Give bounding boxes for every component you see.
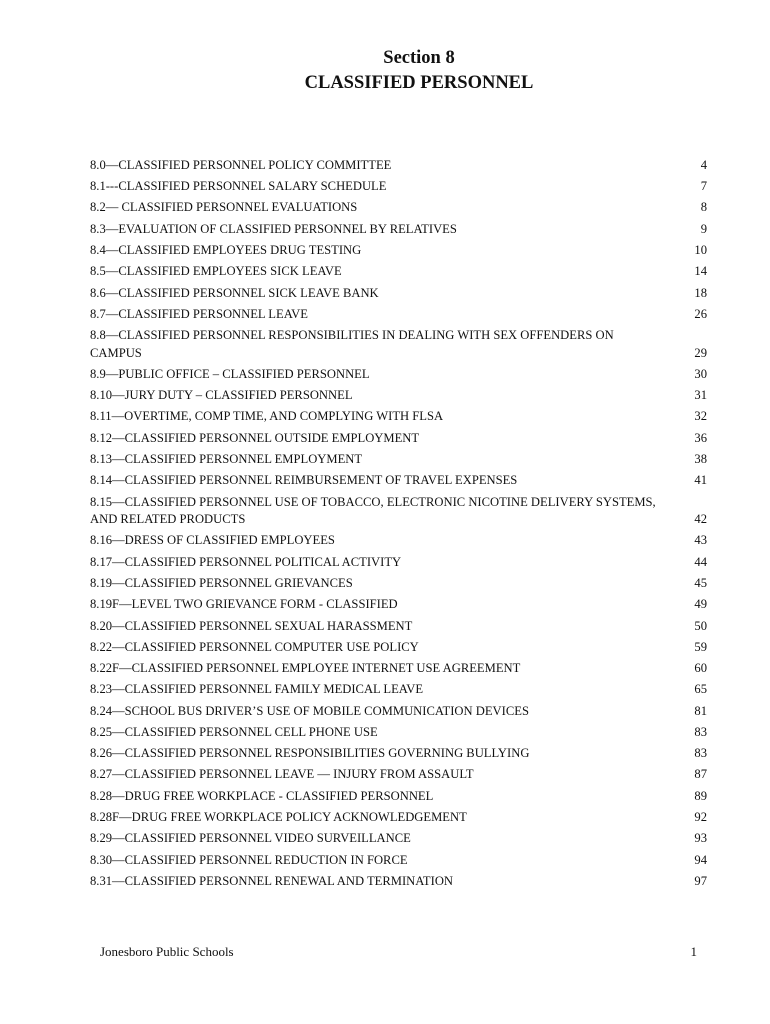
toc-entry-page: 44 [694,554,707,569]
toc-entry-title: 8.6—CLASSIFIED PERSONNEL SICK LEAVE BANK [90,285,379,300]
toc-entry-title: 8.4—CLASSIFIED EMPLOYEES DRUG TESTING [90,243,362,258]
toc-entry [90,807,707,828]
toc-entry [90,219,707,240]
toc-entry-page: 18 [694,285,707,300]
toc-entry-page: 4 [700,157,707,172]
toc-entry [90,470,707,491]
toc-entry [90,407,707,428]
toc-entry [90,722,707,743]
toc-entry-page: 60 [694,661,707,676]
toc-entry-title: 8.28F—DRUG FREE WORKPLACE POLICY ACKNOWLEDGEMENT [90,810,467,825]
toc-entry-page: 42 [694,512,707,527]
toc-entry [90,428,707,449]
toc-entry [90,283,707,304]
toc-entry-page: 26 [694,306,707,321]
toc-entry-page: 92 [694,810,707,825]
toc-entry [90,240,707,261]
toc-entry [90,198,707,219]
toc-entry-title: 8.13—CLASSIFIED PERSONNEL EMPLOYMENT [90,452,363,467]
toc-entry-title: 8.15—CLASSIFIED PERSONNEL USE OF TOBACCO, ELECTRONIC NICOTINE DELIVERY SYSTEMS, AND RELATED PRODUCTS [90,494,656,527]
section-title: CLASSIFIED PERSONNEL [304,73,534,93]
toc-entry [90,828,707,849]
toc-entry-page: 97 [694,873,707,888]
toc-entry [90,492,707,531]
toc-entry-title: 8.1---CLASSIFIED PERSONNEL SALARY SCHEDULE [90,179,387,194]
toc-entry-title: 8.19F—LEVEL TWO GRIEVANCE FORM - CLASSIFIED [90,597,398,612]
toc-entry-page: 30 [694,366,707,381]
toc-entry-title: 8.11—OVERTIME, COMP TIME, AND COMPLYING WITH FLSA [90,409,444,424]
toc-entry-title: 8.8—CLASSIFIED PERSONNEL RESPONSIBILITIES IN DEALING WITH SEX OFFENDERS ON CAMPUS [90,328,614,360]
toc-entry-page: 36 [694,430,707,445]
toc-entry-title: 8.30—CLASSIFIED PERSONNEL REDUCTION IN FORCE [90,852,408,867]
toc-entry-page: 45 [694,575,707,590]
toc-entry-title: 8.12—CLASSIFIED PERSONNEL OUTSIDE EMPLOYMENT [90,430,420,445]
toc-entry-title: 8.26—CLASSIFIED PERSONNEL RESPONSIBILITIES GOVERNING BULLYING [90,746,530,761]
toc-entry-page: 87 [694,767,707,782]
toc-entry-page: 10 [694,243,707,258]
toc-entry [90,743,707,764]
toc-entry-page: 89 [694,788,707,803]
toc-entry-page: 59 [694,639,707,654]
toc-entry [90,325,707,364]
table-of-contents [90,155,707,892]
toc-entry [90,304,707,325]
toc-entry [90,658,707,679]
toc-entry-page: 29 [694,345,707,360]
section-label: Section 8 [383,48,455,68]
toc-entry-page: 65 [694,682,707,697]
toc-entry-title: 8.25—CLASSIFIED PERSONNEL CELL PHONE USE [90,724,378,739]
toc-entry-title: 8.23—CLASSIFIED PERSONNEL FAMILY MEDICAL LEAVE [90,682,424,697]
toc-entry-title: 8.10—JURY DUTY – CLASSIFIED PERSONNEL [90,388,353,403]
toc-entry-page: 8 [700,200,707,215]
toc-entry-title: 8.22—CLASSIFIED PERSONNEL COMPUTER USE POLICY [90,639,419,654]
toc-entry-title: 8.20—CLASSIFIED PERSONNEL SEXUAL HARASSMENT [90,618,413,633]
toc-entry-title: 8.17—CLASSIFIED PERSONNEL POLITICAL ACTIVITY [90,554,402,569]
toc-entry [90,531,707,552]
toc-entry [90,679,707,700]
footer-page-number: 1 [690,944,697,959]
toc-entry-title: 8.16—DRESS OF CLASSIFIED EMPLOYEES [90,533,335,548]
toc-entry-title: 8.2— CLASSIFIED PERSONNEL EVALUATIONS [90,200,358,215]
toc-entry-page: 41 [694,473,707,488]
toc-entry-page: 31 [694,388,707,403]
toc-entry [90,616,707,637]
toc-entry-page: 49 [694,597,707,612]
toc-entry-title: 8.9—PUBLIC OFFICE – CLASSIFIED PERSONNEL [90,366,370,381]
toc-entry-page: 50 [694,618,707,633]
toc-entry-title: 8.19—CLASSIFIED PERSONNEL GRIEVANCES [90,575,353,590]
toc-entry-title: 8.29—CLASSIFIED PERSONNEL VIDEO SURVEILLANCE [90,831,411,846]
toc-entry-title: 8.24—SCHOOL BUS DRIVER’S USE OF MOBILE COMMUNICATION DEVICES [90,703,529,718]
toc-entry-title: 8.5—CLASSIFIED EMPLOYEES SICK LEAVE [90,264,342,279]
toc-entry-title: 8.31—CLASSIFIED PERSONNEL RENEWAL AND TERMINATION [90,873,454,888]
toc-entry [90,573,707,594]
toc-entry [90,155,707,176]
toc-entry [90,850,707,871]
toc-entry [90,552,707,573]
toc-entry [90,176,707,197]
toc-entry [90,701,707,722]
toc-entry-title: 8.27—CLASSIFIED PERSONNEL LEAVE — INJURY FROM ASSAULT [90,767,474,782]
section-heading [0,46,770,96]
toc-entry [90,364,707,385]
toc-entry [90,449,707,470]
toc-entry [90,637,707,658]
toc-entry [90,786,707,807]
toc-entry-title: 8.28—DRUG FREE WORKPLACE - CLASSIFIED PERSONNEL [90,788,434,803]
toc-entry-title: 8.3—EVALUATION OF CLASSIFIED PERSONNEL BY RELATIVES [90,221,457,236]
toc-entry-page: 7 [700,179,707,194]
footer-organization: Jonesboro Public Schools [100,944,234,959]
toc-entry-title: 8.14—CLASSIFIED PERSONNEL REIMBURSEMENT OF TRAVEL EXPENSES [90,473,518,488]
toc-entry-title: 8.22F—CLASSIFIED PERSONNEL EMPLOYEE INTERNET USE AGREEMENT [90,661,521,676]
toc-entry [90,385,707,406]
toc-entry-page: 38 [694,452,707,467]
toc-entry-page: 83 [694,746,707,761]
toc-entry [90,765,707,786]
toc-entry-page: 83 [694,724,707,739]
toc-entry-page: 93 [694,831,707,846]
toc-entry-page: 81 [694,703,707,718]
toc-entry-page: 14 [694,264,707,279]
toc-entry [90,261,707,282]
toc-entry-title: 8.7—CLASSIFIED PERSONNEL LEAVE [90,306,308,321]
toc-entry [90,594,707,615]
toc-entry-page: 94 [694,852,707,867]
toc-entry-page: 43 [694,533,707,548]
toc-entry-page: 9 [700,221,707,236]
toc-entry-page: 32 [694,409,707,424]
toc-entry [90,871,707,892]
toc-entry-title: 8.0—CLASSIFIED PERSONNEL POLICY COMMITTEE [90,157,392,172]
